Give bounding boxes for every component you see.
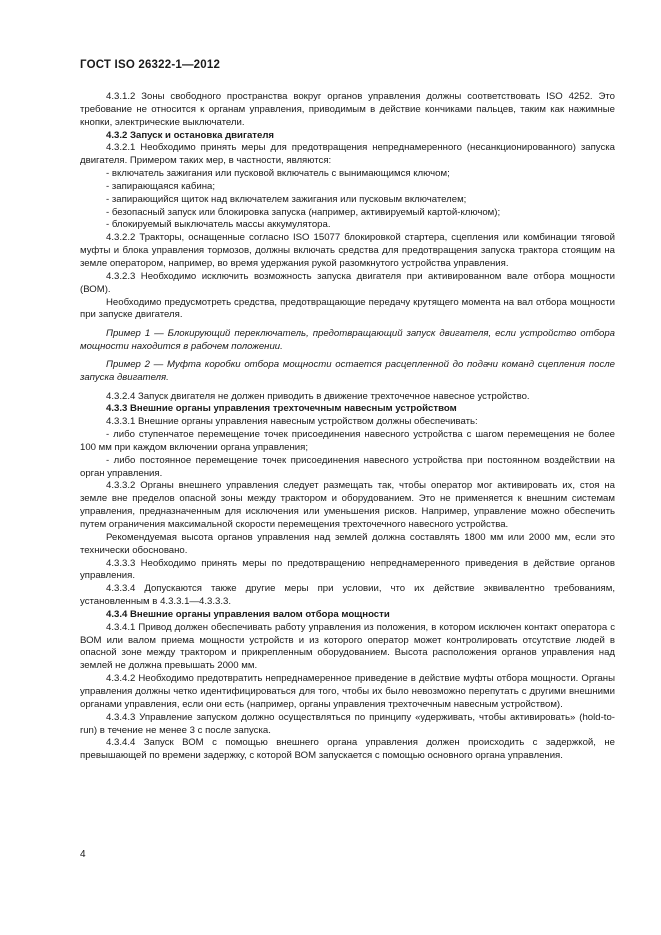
heading-4-3-2: 4.3.2 Запуск и остановка двигателя <box>106 129 275 141</box>
paragraph-4-3-2-2: 4.3.2.2 Тракторы, оснащенные согласно ISO 15077 блокировкой стартера, сцепления или комбинации тяговой муфты и блока управления тормозов, должны включать средства для предотвращения запуска трактора стоящим на земле оператором, например, во время удержания рукой разомкнутого устройства управления. <box>80 232 615 269</box>
paragraph-4-3-4-3: 4.3.4.3 Управление запуском должно осуществляться по принципу «удерживать, чтобы активировать» (hold-to-run) в течение не менее 3 с после запуска. <box>80 711 615 736</box>
page-number: 4 <box>80 849 86 860</box>
paragraph-4-3-2-4: 4.3.2.4 Запуск двигателя не должен приводить в движение трехточечное навесное устройство. <box>106 390 530 402</box>
document-body <box>80 91 615 763</box>
paragraph-4-3-3-2: 4.3.3.2 Органы внешнего управления следует размещать так, чтобы оператор мог активировать их, стоя на земле вне пределов опасной зоны между трактором и оборудованием. Это не применяется к внешним системам управления, предназначенным для исключения или уменьшения рисков. Например, управление можно обеспечить путем ограничения максимальной скорости перемещения трехточечного навесного устройства. <box>80 480 615 530</box>
paragraph-4-3-3-1: 4.3.3.1 Внешние органы управления навесным устройством должны обеспечивать: <box>106 416 478 428</box>
heading-4-3-4: 4.3.4 Внешние органы управления валом отбора мощности <box>106 608 390 620</box>
paragraph-4-3-3-4: 4.3.3.4 Допускаются также другие меры при условии, что их действие эквивалентно требованиям, установленным в 4.3.3.1—4.3.3.3. <box>80 583 615 608</box>
list-item: - либо постоянное перемещение точек присоединения навесного устройства при постоянном воздействии на орган управления. <box>80 454 615 479</box>
paragraph-4-3-3-3: 4.3.3.3 Необходимо принять меры по предотвращению непреднамеренного приведения в действие органов управления. <box>80 557 615 582</box>
paragraph-4-3-2-1: 4.3.2.1 Необходимо принять меры для предотвращения непреднамеренного (несанкционированного) запуска двигателя. Примером таких мер, в частности, являются: <box>80 142 615 167</box>
paragraph-4-3-4-1: 4.3.4.1 Привод должен обеспечивать работу управления из положения, в котором исключен контакт оператора с ВОМ или валом приема мощности устройств и из которого оператор может контролировать отсутствие людей в опасной зоне между трактором и прикрепленным оборудованием. Высота расположения органов управления над землей не должна превышать 2000 мм. <box>80 621 615 672</box>
document-header: ГОСТ ISO 26322-1—2012 <box>80 59 221 71</box>
list-item: - запирающаяся кабина; <box>106 180 215 192</box>
heading-4-3-3: 4.3.3 Внешние органы управления трехточечным навесным устройством <box>106 403 457 415</box>
paragraph-4-3-4-4: 4.3.4.4 Запуск ВОМ с помощью внешнего органа управления должен происходить с задержкой, не превышающей по времени задержку, с которой ВОМ запускается с помощью основного органа управления. <box>80 737 615 762</box>
paragraph-4-3-4-2: 4.3.4.2 Необходимо предотвратить непреднамеренное приведение в действие муфты отбора мощности. Органы управления должны четко идентифицироваться для того, чтобы их было невозможно перепутать с другими внешними органами управления, если они есть (например, органы управления трехточечным навесным устройством). <box>80 673 615 710</box>
paragraph-pto-torque: Необходимо предусмотреть средства, предотвращающие передачу крутящего момента на вал отбора мощности при запуске двигателя. <box>80 296 615 321</box>
list-item: - блокируемый выключатель массы аккумулятора. <box>106 219 331 231</box>
paragraph-control-height: Рекомендуемая высота органов управления над землей должна составлять 1800 мм или 2000 мм, если это технически обосновано. <box>80 531 615 556</box>
list-item: - включатель зажигания или пусковой включатель с вынимающимся ключом; <box>106 168 450 180</box>
list-item: - запирающийся щиток над включателем зажигания или пусковым включателем; <box>106 193 467 205</box>
example-1: Пример 1 — Блокирующий переключатель, предотвращающий запуск двигателя, если устройство отбора мощности находится в рабочем положении. <box>80 328 615 353</box>
list-item: - безопасный запуск или блокировка запуска (например, активируемый картой-ключом); <box>106 206 501 218</box>
paragraph-4-3-1-2: 4.3.1.2 Зоны свободного пространства вокруг органов управления должны соответствовать ISO 4252. Это требование не относится к органам управления, приводимым в действие кончиками пальцев, таким как нажимные кнопки, электрические выключатели. <box>80 91 615 128</box>
example-2: Пример 2 — Муфта коробки отбора мощности остается расцепленной до подачи команд сцепления после запуска двигателя. <box>80 358 615 383</box>
list-item: - либо ступенчатое перемещение точек присоединения навесного устройства с шагом перемещения не более 100 мм при каждом включении органа управления; <box>80 429 615 453</box>
paragraph-4-3-2-3: 4.3.2.3 Необходимо исключить возможность запуска двигателя при активированном вале отбора мощности (ВОМ). <box>80 270 615 295</box>
